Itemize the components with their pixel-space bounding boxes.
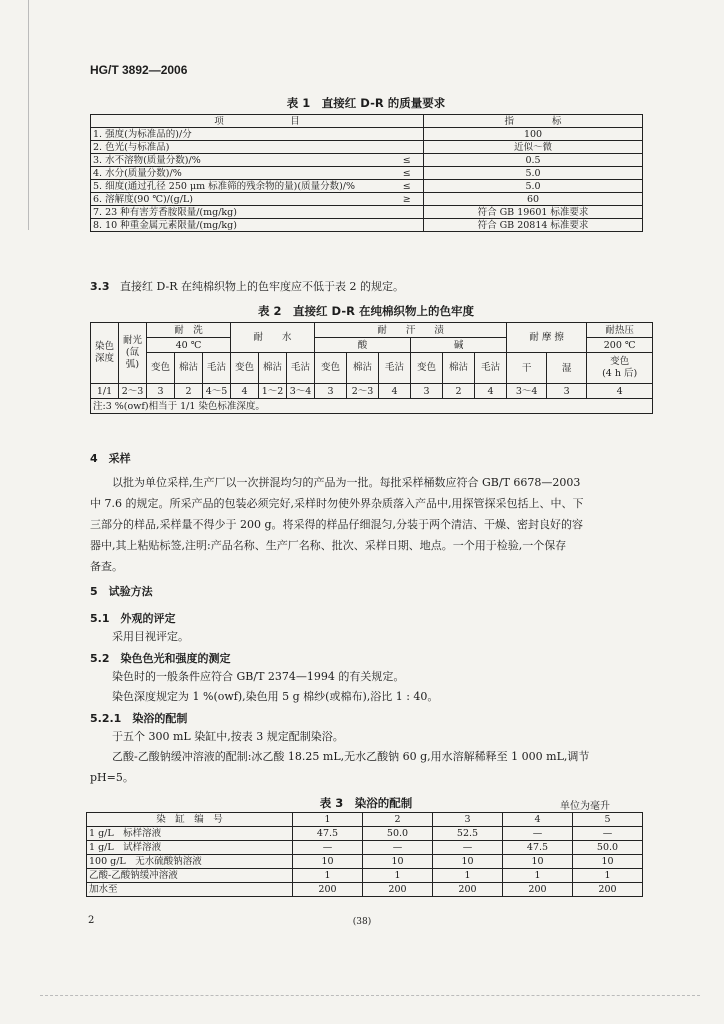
- table3-caption: 表 3 染浴的配制: [319, 796, 413, 810]
- table3-header-label: 染 缸 编 号: [87, 813, 293, 827]
- table2-h-water: 耐 水: [231, 323, 315, 353]
- table-row: 1. 强度(为标准品的)/分 100: [91, 128, 643, 141]
- sheet-number: (38): [352, 917, 372, 927]
- bottom-rule: [40, 995, 700, 996]
- section-5-2-1-heading: 5.2.1 染浴的配制: [90, 712, 188, 725]
- table2-caption: 表 2 直接红 D-R 在纯棉织物上的色牢度: [258, 304, 474, 318]
- table2-h-alkali: 碱: [411, 338, 507, 353]
- table2-h-depth: 染色深度: [91, 323, 119, 384]
- table-row: 7. 23 种有害芳香胺限量/(mg/kg) 符合 GB 19601 标准要求: [91, 206, 643, 219]
- section-5-2-line1: 染色时的一般条件应符合 GB/T 2374—1994 的有关规定。: [112, 670, 405, 683]
- table1: [90, 114, 643, 232]
- table2-h-heat-temp: 200 ℃: [587, 338, 653, 353]
- table-row: 1/1 2～3 3 2 4～5 4 1～2 3～4 3 2～3 4 3 2 4 3～4 3 4: [91, 384, 653, 399]
- table2-h-rub: 耐 摩 擦: [507, 323, 587, 353]
- table2-h-acid: 酸: [315, 338, 411, 353]
- table2-note: 注:3 %(owf)相当于 1/1 染色标准深度。: [91, 399, 653, 414]
- table-row: 4. 水分(质量分数)/% ≤ 5.0: [91, 167, 643, 180]
- table-row: 乙酸-乙酸钠缓冲溶液 1 1 1 1 1: [87, 869, 643, 883]
- table2-header-row-1: [91, 323, 653, 338]
- table-row: 8. 10 种重金属元素限量/(mg/kg) 符合 GB 20814 标准要求: [91, 219, 643, 232]
- table2-h-wash: 耐 洗: [147, 323, 231, 338]
- table-row: 1 g/L 试样溶液 — — — 47.5 50.0: [87, 841, 643, 855]
- section-5-1-text: 采用目视评定。: [112, 630, 189, 643]
- table1-header-row: [91, 115, 643, 128]
- table-row: 100 g/L 无水硫酸钠溶液 10 10 10 10 10: [87, 855, 643, 869]
- table1-col-item: 项 目: [91, 115, 424, 128]
- section-4-body: 以批为单位采样,生产厂以一次拼混均匀的产品为一批。每批采样桶数应符合 GB/T 6678—2003 中 7.6 的规定。所采产品的包装必须完好,采样时勿使外界杂质落入产品中,用探管探采包括上、中、下 三部分的样品,采样量不得少于 200 g。将采得的样品仔细混匀,分装于两个清洁、干燥、密封良好的容 器中,其上粘贴标签,注明:产品名称、生产厂名称、批次、采样日期、地点。一个用于检验,一个保存 备查。: [90, 476, 584, 573]
- page-number: 2: [88, 915, 95, 926]
- table3-header-row: 染 缸 编 号 1 2 3 4 5: [87, 813, 643, 827]
- table3: [86, 812, 643, 897]
- binding-line: [28, 0, 29, 230]
- table-row: 1 g/L 标样溶液 47.5 50.0 52.5 — —: [87, 827, 643, 841]
- table-row: 6. 溶解度(90 ℃)/(g/L) ≥ 60: [91, 193, 643, 206]
- table1-caption: 表 1 直接红 D-R 的质量要求: [286, 96, 446, 110]
- section-5-2-heading: 5.2 染色色光和强度的测定: [90, 652, 231, 665]
- table-row: 5. 细度(通过孔径 250 μm 标准筛的残余物的量)(质量分数)/% ≤ 5.0: [91, 180, 643, 193]
- table-row: 2. 色光(与标准品) 近似～微: [91, 141, 643, 154]
- table2-h-wash-temp: 40 ℃: [147, 338, 231, 353]
- table2: [90, 322, 653, 414]
- table2-h-light: 耐光(氙弧): [119, 323, 147, 384]
- table1-col-value: 指 标: [424, 115, 643, 128]
- table2-header-row-3: 变色 棉沾 毛沾 变色 棉沾 毛沾 变色 棉沾 毛沾 变色 棉沾 毛沾 干 湿 变色 (4 h 后): [91, 353, 653, 384]
- table2-h-sweat: 耐 汗 渍: [315, 323, 507, 338]
- section-5-2-1-line1: 于五个 300 mL 染缸中,按表 3 规定配制染浴。: [112, 730, 344, 743]
- section-5-1-heading: 5.1 外观的评定: [90, 612, 176, 625]
- table-row: 加水至 200 200 200 200 200: [87, 883, 643, 897]
- clause-3-3: [90, 276, 650, 297]
- table-row: 3. 水不溶物(质量分数)/% ≤ 0.5: [91, 154, 643, 167]
- section-4-heading: 4 采样: [90, 452, 131, 465]
- clause-3-3-number: 3.3: [90, 280, 110, 293]
- table2-note-row: [91, 399, 653, 414]
- standard-code: HG/T 3892—2006: [90, 63, 188, 77]
- table2-h-heat: 耐热压: [587, 323, 653, 338]
- table3-unit: 单位为毫升: [560, 801, 610, 812]
- section-5-2-1-body: 乙酸-乙酸钠缓冲溶液的配制:冰乙酸 18.25 mL,无水乙酸钠 60 g,用水溶解稀释至 1 000 mL,调节 pH=5。: [90, 750, 590, 784]
- section-5-2-line2: 染色深度规定为 1 %(owf),染色用 5 g 棉纱(或棉布),浴比 1 : 40。: [112, 690, 439, 703]
- section-5-heading: 5 试验方法: [90, 585, 153, 598]
- clause-3-3-text: 直接红 D-R 在纯棉织物上的色牢度应不低于表 2 的规定。: [120, 280, 405, 293]
